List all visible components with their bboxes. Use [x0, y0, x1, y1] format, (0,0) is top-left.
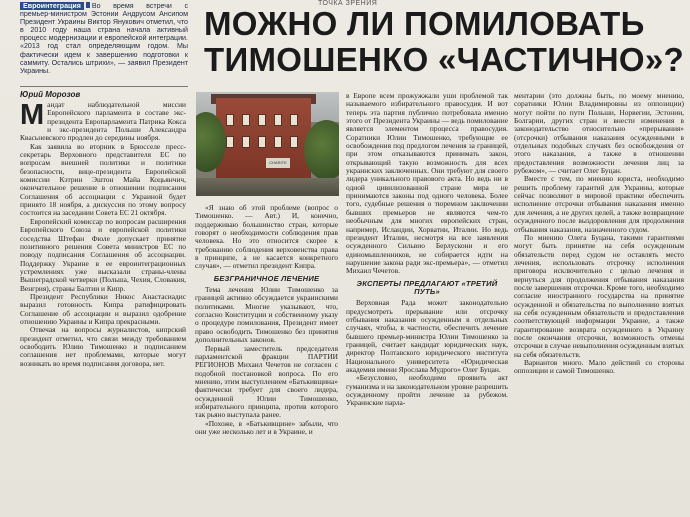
headline-line-2: ТИМОШЕНКО «ЧАСТИЧНО»? — [204, 41, 684, 78]
article-photo-hospital — [196, 92, 339, 196]
paragraph: Тема лечения Юлии Тимошенко за границей активно обсуждается украинскими политиками. Многие указывают, что, согласно Конституции и собственному указу о процедуре помилования, Президент имеет право освободить Тимошенко без принятия дополнительных законов. — [195, 285, 338, 345]
column-3 — [346, 92, 508, 511]
paragraph: ментарии (это должны быть, по моему мнению, соратники Юлии Владимировны из оппозиции) могут пойти по пути Польши, Норвегии, Эстонии, Болгарии, других стран и внести изменения в законодательство относительно «прерывания» (отсрочки) отбывания наказания осужденными в отдельных подобных случаях без освобождения от этого наказания, а также в отношении предоставления возможности лечения лиц за рубежом», — считает Олег Буцан. — [514, 92, 684, 176]
paragraph: «Я знаю об этой проблеме (вопрос о Тимошенко. — Авт.) И, конечно, поддерживаю большинство стран, которые говорят о необходимости соблюдения прав человека. Но это относится скорее к требованию соблюдения верховенства права в принципе, а не касается конкретного случая», — отметил президент Кипра. — [195, 204, 338, 271]
photo-ground — [196, 178, 339, 196]
paragraph: По мнению Олега Буцана, такими гарантиями могут быть принятие на себя осужденным обязательств перед судом не оставлять место лечения, использовать отсрочку исполнения приговора исключительно с целью лечения и вернуться для продолжения отбывания наказания после завершения отсрочки. Кроме того, необходимо согласие иностранного государства на принятие осужденной и обязательства по выполнению взятых на себя осужденным обязательств и предоставления соответствующей информации Украине, а также гарантирование возврата осужденного в Украину после окончания отсрочки, возможность отмены отсрочки в случае невыполнения осужденным взятых на себя обязательств. — [514, 232, 684, 359]
photo-sign: CHARITE — [266, 158, 290, 168]
subheading: ЭКСПЕРТЫ ПРЕДЛАГАЮТ «ТРЕТИЙ ПУТЬ» — [356, 278, 498, 296]
column-2 — [195, 204, 338, 511]
article-headline — [204, 6, 684, 78]
paragraph: Вариантов много. Мало действий со стороны оппозиции и самой Тимошенко. — [514, 358, 684, 376]
divider — [20, 86, 188, 87]
subheading: БЕЗГРАНИЧНОЕ ЛЕЧЕНИЕ — [213, 273, 320, 283]
drop-cap: М — [20, 101, 45, 131]
photo-window — [242, 114, 250, 126]
paragraph: Как заявила во вторник в Брюсселе пресс-секретарь Верховного представителя ЕС по вопросам внешней политики и политики безопасности, вице-президента Европейской комиссии Кэтрин Эштон Майа Коцьянчич, окончательное решение в отношении подписания Соглашения об ассоциации с Украиной будет принято 18 ноября, а дискуссия по этому вопросу состоится на заседании Совета ЕС 21 октября. — [20, 141, 186, 218]
column-1 — [20, 101, 186, 511]
sidebar-rubric: Евроинтеграция — [20, 2, 84, 10]
paragraph: Отвечая на вопросы журналистов, кипрский президент отметил, что связи между требованием освободить Юлию Тимошенко и подписанием соглашения нет проблемами, которые могут возникать во время подписания договора, нет. — [20, 325, 186, 368]
paragraph: Первый заместитель председателя парламентской фракции ПАРТИИ РЕГИОНОВ Михаил Чечетов не согласен с подобной постановкой вопроса. По его мнению, этим выступлением «Батькивщина» фактически требует для своего лидера, осужденной Юлии Тимошенко, избирательного принципа, против которого так рьяно выступала ранее. — [195, 343, 338, 420]
paragraph: «Похоже, в «Батькивщине» забыли, что они уже несколько лет и в Украине, и — [195, 418, 338, 436]
paragraph: Европейский комиссар по вопросам расширения Европейского Союза и европейской политики соседства Штефан Фюле допускает принятие позитивного решения Совета министров ЕС по поводу подписания Соглашения об ассоциации. Поддержку Украине в ее евроинтеграционных устремлениях уже высказали страны-члены Вышеградской четверки (Польша, Чехия, Словакия, Венгрия), страны Балтии и Кипр. — [20, 216, 186, 293]
photo-window — [226, 114, 234, 126]
photo-window — [226, 136, 234, 148]
paragraph: Президент Республики Никос Анастасиадис выразил готовность Кипра ратифицировать Соглашение об ассоциации и выразил одобрение отношению Украины и Кипра прекрасными. — [20, 291, 186, 326]
paragraph: Вместе с тем, по мнению юриста, необходимо решить проблему гарантий для Украины, которые сейчас позволяют в мировой практике обеспечить исполнение отсрочки отбывания наказания именно для лечения, а не других целей, а также возвращение осужденного после выздоровления для продолжения отбывания наказания, назначенного судом. — [514, 174, 684, 234]
column-4 — [514, 92, 684, 511]
headline-line-1: МОЖНО ЛИ ПОМИЛОВАТЬ — [204, 5, 645, 42]
paragraph: Верховная Рада может законодательно предусмотреть прерывание или отсрочку отбывания наказания осужденным в отдельных случаях, чтобы, в частности, обеспечить лечение бывшего премьер-министра Юлии Тимошенко за границей, считает кандидат юридических наук, директор Полтавского юридического института Национального университета «Юридическая академия имени Ярослава Мудрого» Олег Буцан. — [346, 298, 508, 374]
section-label: ТОЧКА ЗРЕНИЯ — [318, 0, 378, 7]
paragraph: в Европе всем прожужжали уши проблемой так называемого избирательного правосудия. И вот теперь эта партия публично потребовала именно этого от Президента Украины — ведь помилование является элементом процесса правосудия. Соратники Юлии Тимошенко, требующие ее освобождения под предлогом лечения за границей, при этом отказываются принимать закон, открывающий такую возможность для всех украинских заключенных. Они требуют для своего лидера уникального правового акта. Но ведь ни в одной цивилизованной стране мира не принимаются законы под одного человека. Более того, судебные решения о тюремном заключении бывших премьеров не являются чем-то необычным для многих европейских стран, например, Исландии, Хорватии, Италии. Но ведь президент Италии, несмотря на все заявления осужденного Сильвио Берлускони и его единомышленников, не собирается идти на нарушение закона ради экс-премьера», — отметил Михаил Чечетов. — [346, 92, 508, 276]
rubric-marker-icon — [86, 2, 90, 8]
paragraph — [20, 101, 186, 143]
author-byline: Юрий Морозов — [20, 90, 81, 99]
sidebar-body: Во время встречи с премьер-министром Эстонии Андрусом Ансипом Президент Украины Виктор Янукович отметил, что в 2010 году наша страна начала активный процесс модернизации и европейской интеграции. «2013 год стал определяющим годом. Мы фактически идем к завершению подготовки к саммиту. Остались штрихи», — заявил Президент Украины. — [20, 2, 188, 75]
paragraph: «Безусловно, необходимо проявить акт гуманизма и на законодательном уровне разрешить осужденному пройти лечение за рубежом. Украинские парла- — [346, 373, 508, 408]
photo-window — [274, 136, 282, 148]
photo-window — [258, 114, 266, 126]
paragraph-text: андат наблюдательной миссии Европейского парламента в составе экс-президента Европарламента Патрика Кокса и экс-президента Польши Александра Квасьневского продлен до середины ноября. — [20, 101, 186, 143]
photo-window — [274, 114, 282, 126]
photo-window — [242, 136, 250, 148]
sidebar-text — [20, 2, 188, 75]
photo-window — [290, 114, 298, 126]
sidebar-news-brief — [20, 2, 188, 82]
photo-window — [258, 136, 266, 148]
photo-window — [290, 136, 298, 148]
